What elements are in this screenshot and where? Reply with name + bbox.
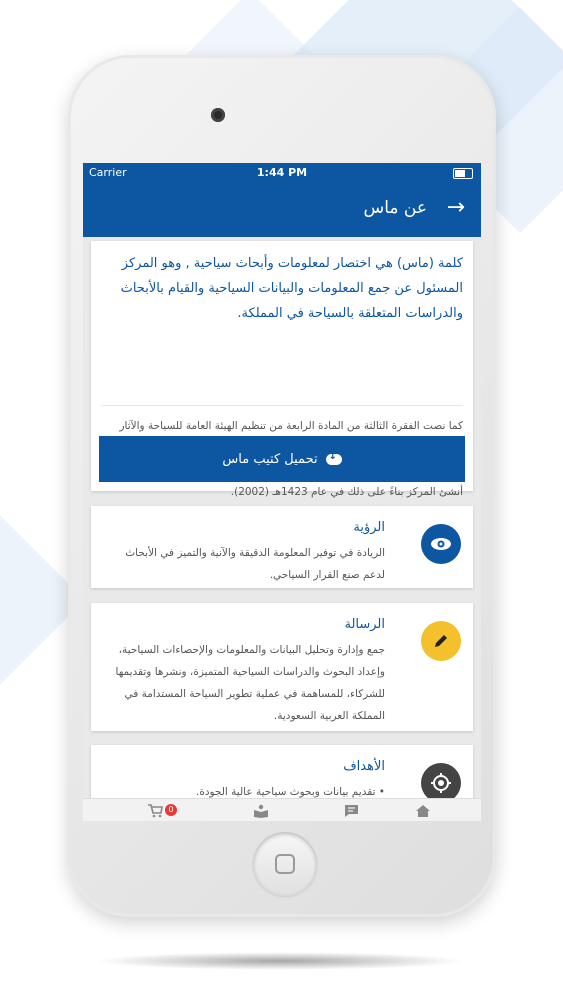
pencil-icon <box>421 621 461 661</box>
app-bar <box>83 183 481 237</box>
back-arrow-icon[interactable]: → <box>446 195 465 220</box>
chat-icon[interactable] <box>341 803 361 819</box>
home-button[interactable] <box>253 832 317 896</box>
status-time: 1:44 PM <box>256 166 308 179</box>
home-icon[interactable] <box>413 803 433 819</box>
book-reader-icon[interactable] <box>251 803 271 819</box>
about-lead-text: كلمة (ماس) هي اختصار لمعلومات وأبحاث سياحية , وهو المركز المسئول عن جمع المعلومات والبيانات السياحية والقيام بالأبحاث والدراسات المتعلقة بالسياحة في المملكة. <box>120 256 463 321</box>
vision-text: الريادة في توفير المعلومة الدقيقة والآنية والتميز في الأبحاث لدعم صنع القرار السياحي. <box>125 547 385 581</box>
status-bar <box>83 163 481 183</box>
mission-card <box>91 603 473 731</box>
goals-item-text: تقديم بيانات وبحوث سياحية عالية الجودة. <box>195 786 376 798</box>
battery-icon <box>453 168 473 179</box>
vision-card <box>91 506 473 588</box>
target-icon <box>421 763 461 803</box>
camera-icon <box>211 108 225 122</box>
eye-icon <box>421 524 461 564</box>
divider <box>101 405 463 406</box>
app-screen <box>83 163 481 821</box>
cloud-download-icon <box>326 454 342 465</box>
mission-title: الرسالة <box>344 617 385 632</box>
download-brochure-button[interactable] <box>99 436 465 482</box>
about-body-text: كما نصت الفقرة الثالثة من المادة الرابعة من تنظيم الهيئة العامة للسياحة والآثار أنشئ المركز بناءً على ذلك في عام 1423هـ (2002). <box>119 420 463 498</box>
home-button-icon <box>275 854 295 874</box>
cart-icon[interactable] <box>145 803 165 819</box>
goals-title: الأهداف <box>343 759 385 774</box>
download-label: تحميل كتيب ماس <box>222 451 318 467</box>
bottom-tab-bar <box>83 798 481 821</box>
cart-badge: 0 <box>165 804 177 816</box>
phone-shadow <box>95 952 465 970</box>
page-title: عن ماس <box>363 198 427 218</box>
vision-title: الرؤية <box>353 520 385 535</box>
mission-text: جمع وإدارة وتحليل البيانات والمعلومات والإحصاءات السياحية، وإعداد البحوث والدراسات السياحية المتميزة، ونشرها وتقديمها للشركاء، للمساهمة في عملية تطوير السياحة المستدامة في المملكة العربية السعودية. <box>115 644 385 722</box>
goals-list-item: • تقديم بيانات وبحوث سياحية عالية الجودة. <box>195 786 385 798</box>
carrier-label: Carrier <box>89 166 127 179</box>
